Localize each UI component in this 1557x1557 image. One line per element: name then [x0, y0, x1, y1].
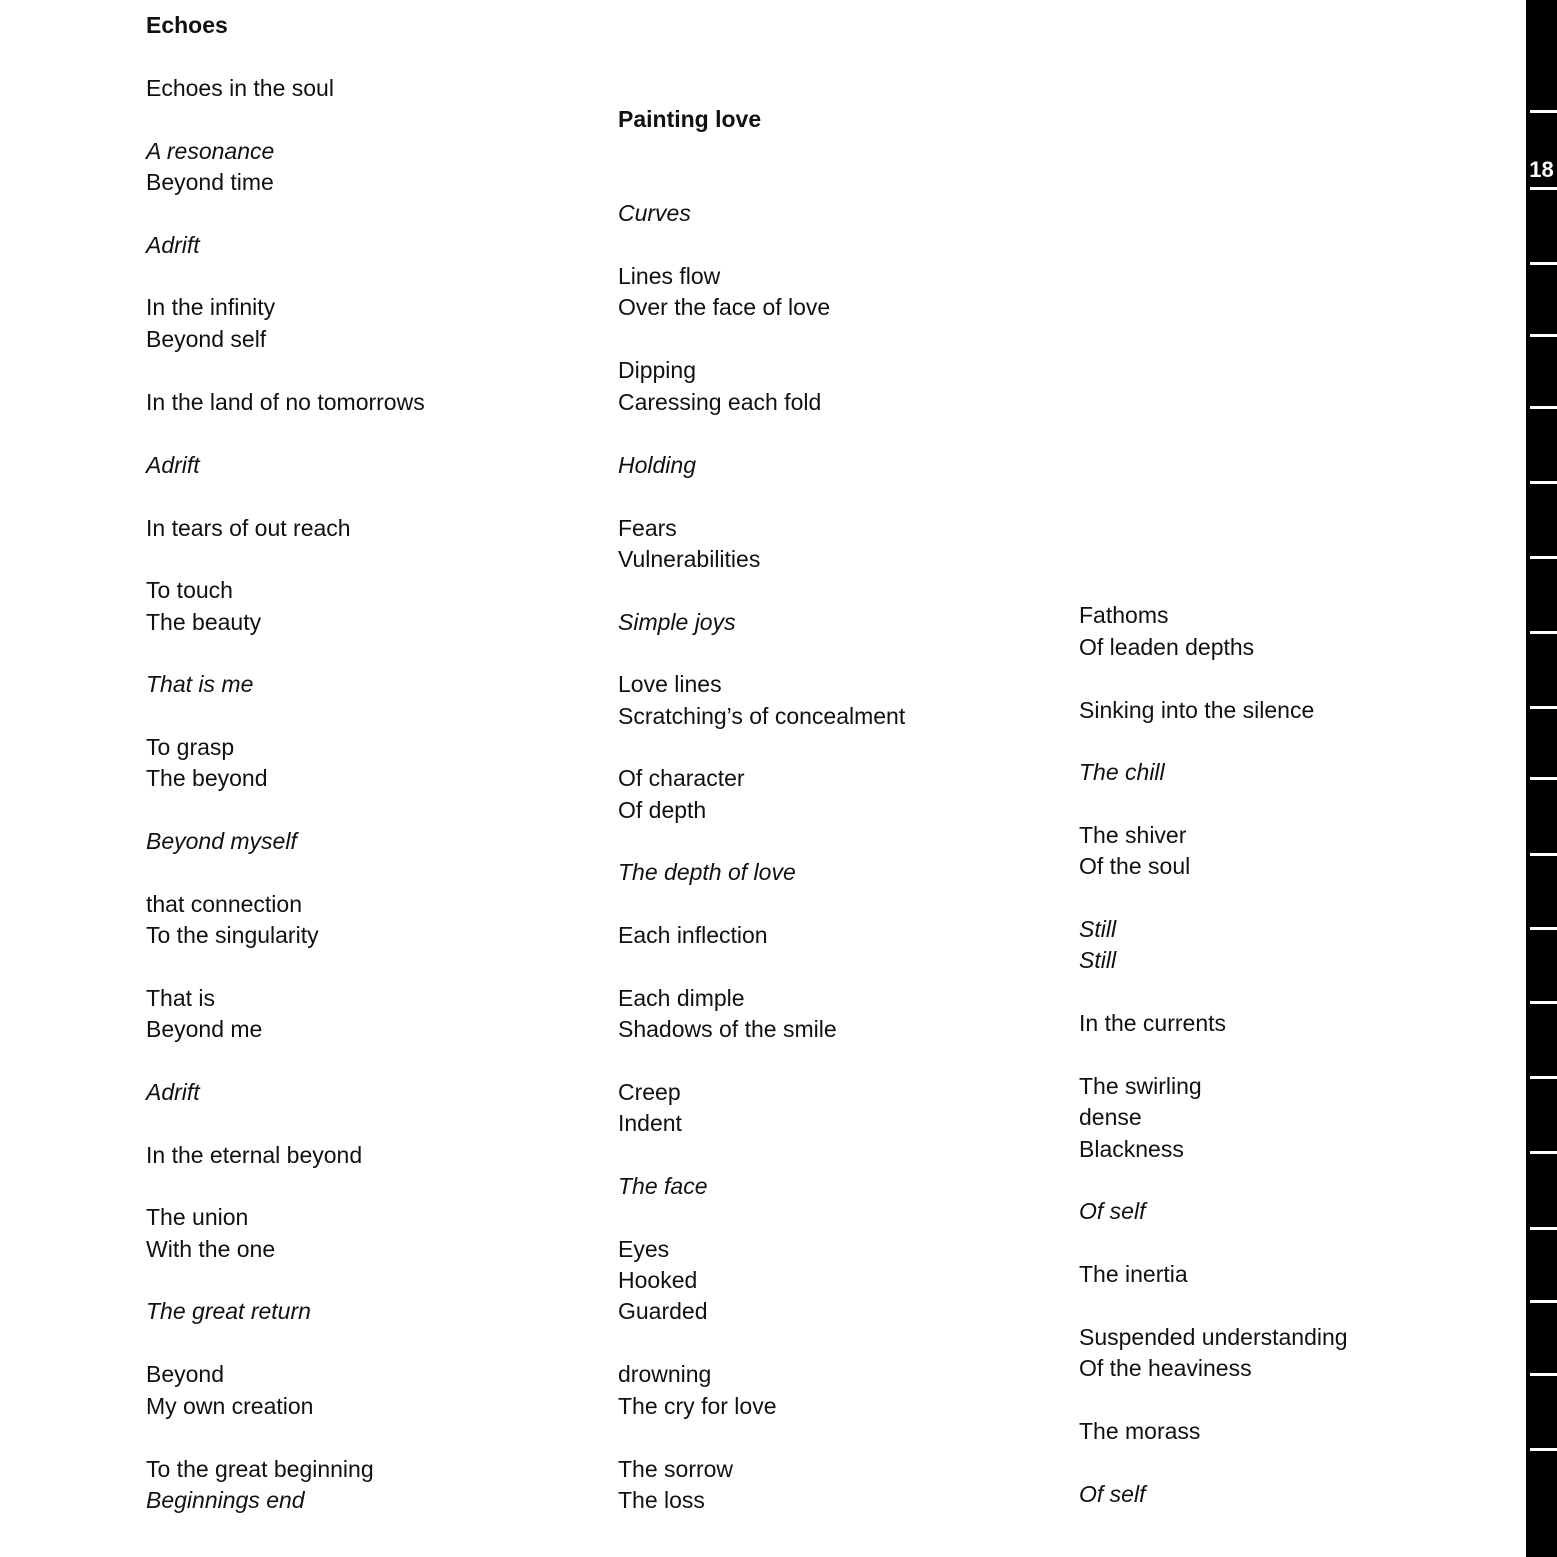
edge-tick: [1530, 1076, 1557, 1079]
poem-line: The morass: [1079, 1418, 1201, 1444]
poem-line: The beauty: [146, 609, 262, 635]
edge-tick: [1530, 1001, 1557, 1004]
poem-line: The beyond: [146, 765, 268, 791]
poem-line: Beginnings end: [146, 1487, 305, 1513]
poem-line: The depth of love: [618, 859, 796, 885]
poem-line: The face: [618, 1173, 708, 1199]
poem-line: that connection: [146, 891, 303, 917]
edge-tick: [1530, 1448, 1557, 1451]
edge-tick: [1530, 777, 1557, 780]
poem-line: Adrift: [146, 1079, 200, 1105]
poem-line: Suspended understanding: [1079, 1324, 1348, 1350]
poem-line: Simple joys: [618, 609, 736, 635]
poem-line: Echoes in the soul: [146, 75, 334, 101]
poem-line: In the land of no tomorrows: [146, 389, 425, 415]
poem-line: To the great beginning: [146, 1456, 374, 1482]
poem-line: To grasp: [146, 734, 235, 760]
poem-title: Echoes: [146, 12, 228, 38]
edge-tick: [1530, 110, 1557, 113]
poem-line: Over the face of love: [618, 294, 831, 320]
poem-line: Holding: [618, 452, 696, 478]
poem-line: Dipping: [618, 357, 696, 383]
poem-line: Adrift: [146, 232, 200, 258]
poem-line: Each inflection: [618, 922, 768, 948]
poem-line: Of self: [1079, 1198, 1146, 1224]
poem-line: Indent: [618, 1110, 682, 1136]
poem-line: That is: [146, 985, 216, 1011]
poem-line: The loss: [618, 1487, 705, 1513]
poem-line: Of depth: [618, 797, 707, 823]
poem-line: With the one: [146, 1236, 276, 1262]
poem-line: Fathoms: [1079, 602, 1169, 628]
poem-line: My own creation: [146, 1393, 314, 1419]
poem-line: Still: [1079, 947, 1117, 973]
poem-line: Of character: [618, 765, 745, 791]
edge-tick: [1530, 556, 1557, 559]
poem-line: Shadows of the smile: [618, 1016, 837, 1042]
edge-tick: [1530, 406, 1557, 409]
poem-line: In tears of out reach: [146, 515, 351, 541]
poem-line: In the currents: [1079, 1010, 1227, 1036]
poem-line: In the infinity: [146, 294, 276, 320]
poem-line: A resonance: [146, 138, 275, 164]
poem-line: The union: [146, 1204, 249, 1230]
poem-line: To touch: [146, 577, 233, 603]
edge-tick: [1530, 262, 1557, 265]
edge-tick: [1530, 927, 1557, 930]
edge-tick: [1530, 187, 1557, 190]
poem-line: Creep: [618, 1079, 681, 1105]
poem-line: Sinking into the silence: [1079, 697, 1315, 723]
edge-tick: [1530, 1373, 1557, 1376]
edge-tick: [1530, 631, 1557, 634]
poem-line: Eyes: [618, 1236, 670, 1262]
edge-tick: [1530, 706, 1557, 709]
poem-line: The inertia: [1079, 1261, 1188, 1287]
poem-line: Beyond myself: [146, 828, 297, 854]
poem-line: Scratching’s of concealment: [618, 703, 906, 729]
poem-line: drowning: [618, 1361, 712, 1387]
edge-tick: [1530, 853, 1557, 856]
poem-line: Of the soul: [1079, 853, 1191, 879]
poem-line: To the singularity: [146, 922, 319, 948]
poem-line: That is me: [146, 671, 254, 697]
poem-line: Love lines: [618, 671, 722, 697]
poem-line: The shiver: [1079, 822, 1187, 848]
poem-line: Of the heaviness: [1079, 1355, 1252, 1381]
poem-line: Lines flow: [618, 263, 721, 289]
edge-tick: [1530, 1300, 1557, 1303]
poem-line: Fears: [618, 515, 677, 541]
poem-line: Caressing each fold: [618, 389, 822, 415]
poem-line: Guarded: [618, 1298, 708, 1324]
poem-title: Painting love: [618, 106, 762, 132]
poem-line: Beyond me: [146, 1016, 263, 1042]
poem-line: In the eternal beyond: [146, 1142, 363, 1168]
poem-line: Of self: [1079, 1481, 1146, 1507]
poem-line: Beyond self: [146, 326, 267, 352]
edge-tick: [1530, 1151, 1557, 1154]
poem-line: Beyond time: [146, 169, 274, 195]
poem-line: dense: [1079, 1104, 1142, 1130]
poem-line: The cry for love: [618, 1393, 777, 1419]
edge-tick: [1530, 334, 1557, 337]
poem-line: The swirling: [1079, 1073, 1202, 1099]
poem-line: The chill: [1079, 759, 1165, 785]
poem-line: Beyond: [146, 1361, 225, 1387]
poem-line: Vulnerabilities: [618, 546, 761, 572]
poem-line: The sorrow: [618, 1456, 734, 1482]
poem-line: Each dimple: [618, 985, 745, 1011]
poem-line: The great return: [146, 1298, 311, 1324]
poem-line: Blackness: [1079, 1136, 1184, 1162]
poem-line: Adrift: [146, 452, 200, 478]
poem-line: Still: [1079, 916, 1117, 942]
page-number: 18: [1529, 157, 1554, 182]
edge-tick: [1530, 1227, 1557, 1230]
poem-line: Of leaden depths: [1079, 634, 1255, 660]
edge-tick: [1530, 481, 1557, 484]
poem-line: Curves: [618, 200, 691, 226]
poem-line: Hooked: [618, 1267, 698, 1293]
